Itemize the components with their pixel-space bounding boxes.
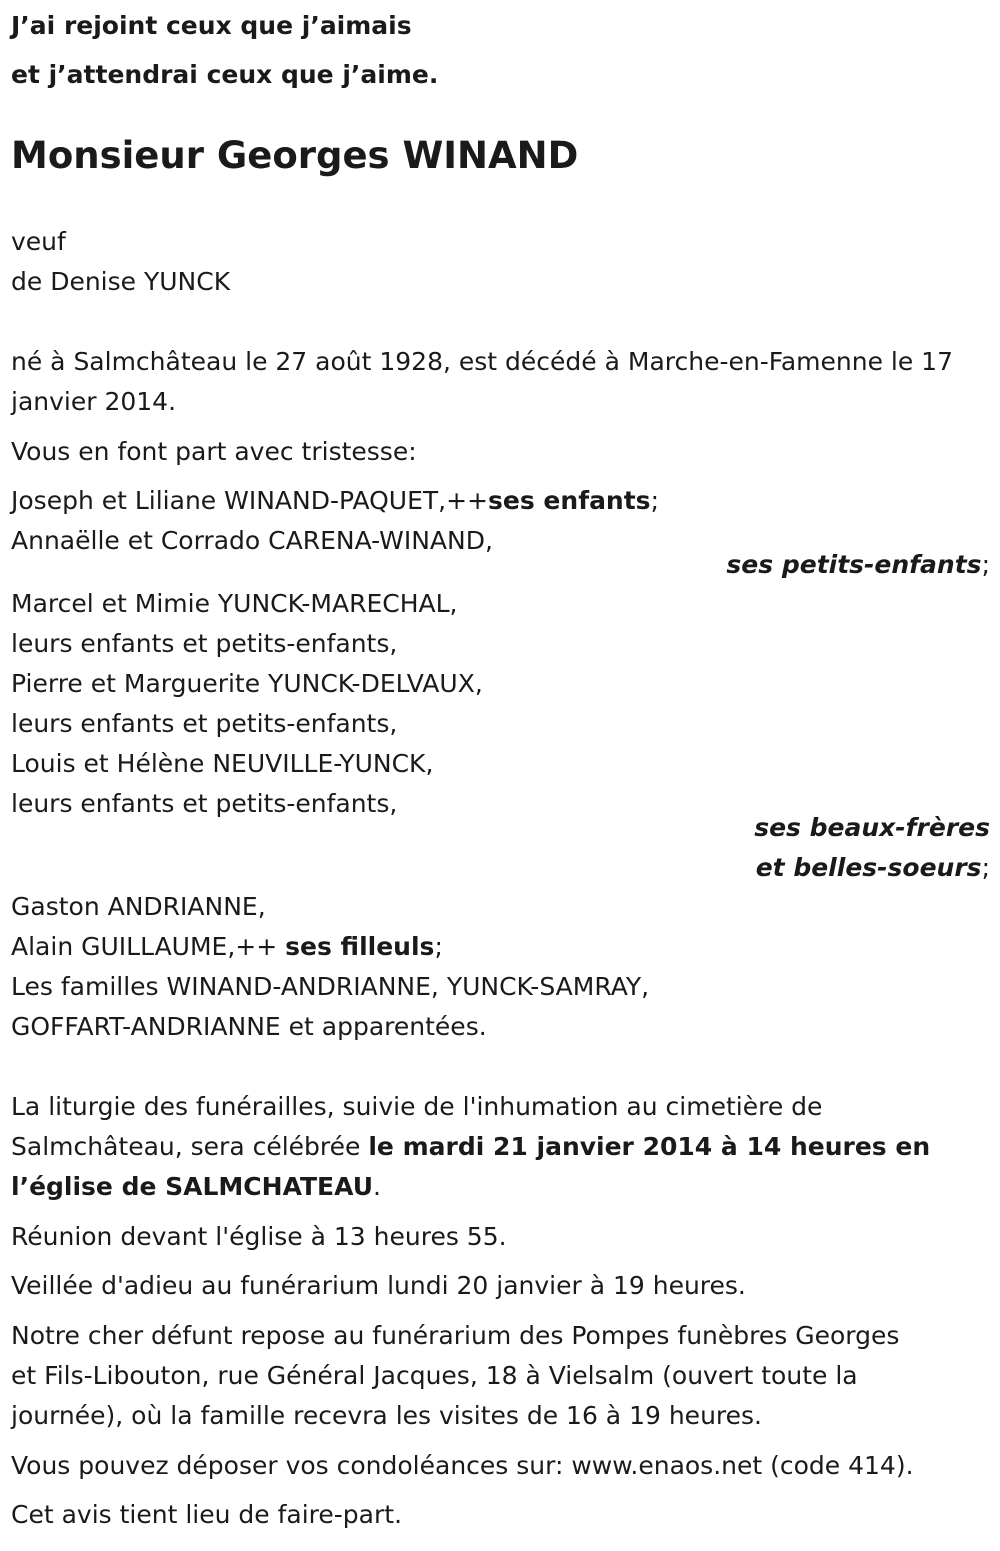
meeting-info: Réunion devant l'église à 13 heures 55. bbox=[11, 1222, 507, 1251]
inlaws-punct: ; bbox=[981, 853, 990, 882]
inlaw-line-1: Marcel et Mimie YUNCK-MARECHAL, bbox=[11, 589, 458, 618]
grandchildren-role-line bbox=[726, 545, 990, 585]
inlaws-role-line-1 bbox=[754, 808, 990, 848]
ceremony-place: l’église de SALMCHATEAU bbox=[11, 1172, 373, 1201]
condolences-info: Vous pouvez déposer vos condoléances sur: www.enaos.net (code 414). bbox=[11, 1451, 914, 1480]
inlaw-line-6: leurs enfants et petits-enfants, bbox=[11, 789, 398, 818]
family-intro: Vous en font part avec tristesse: bbox=[11, 437, 417, 466]
inlaw-line-3: Pierre et Marguerite YUNCK-DELVAUX, bbox=[11, 669, 483, 698]
ceremony-line-1: La liturgie des funérailles, suivie de l'inhumation au cimetière de bbox=[11, 1092, 823, 1121]
ceremony-line-2 bbox=[11, 1127, 930, 1167]
ceremony-line-3 bbox=[11, 1167, 381, 1207]
notice-info: Cet avis tient lieu de faire-part. bbox=[11, 1500, 403, 1529]
families-line-2: GOFFART-ANDRIANNE et apparentées. bbox=[11, 1012, 487, 1041]
inlaws-role-1: ses beaux-frères bbox=[754, 813, 990, 842]
ceremony-line-2-plain: Salmchâteau, sera célébrée bbox=[11, 1132, 369, 1161]
children-punct: ; bbox=[650, 486, 660, 515]
godchild-punct: ; bbox=[434, 932, 443, 961]
grandchildren-punct: ; bbox=[981, 550, 990, 579]
inlaws-role-line-2 bbox=[756, 848, 990, 888]
rest-line-1: Notre cher défunt repose au funérarium des Pompes funèbres Georges bbox=[11, 1321, 900, 1350]
grandchildren-names: Annaëlle et Corrado CARENA-WINAND, bbox=[11, 526, 493, 555]
ceremony-line-3-plain: . bbox=[373, 1172, 381, 1201]
ceremony-date: le mardi 21 janvier 2014 à 14 heures en bbox=[368, 1132, 931, 1161]
godchild-line-1: Gaston ANDRIANNE, bbox=[11, 892, 266, 921]
quote-line-2: et j’attendrai ceux que j’aime. bbox=[11, 60, 439, 89]
godchild-role: ses filleuls bbox=[285, 932, 435, 961]
inlaw-line-4: leurs enfants et petits-enfants, bbox=[11, 709, 398, 738]
rest-line-3: journée), où la famille recevra les visites de 16 à 19 heures. bbox=[11, 1401, 762, 1430]
grandchildren-role: ses petits-enfants bbox=[726, 550, 982, 579]
status-line-1: veuf bbox=[11, 227, 66, 256]
rest-line-2: et Fils-Libouton, rue Général Jacques, 18 à Vielsalm (ouvert toute la bbox=[11, 1361, 858, 1390]
quote-line-1: J’ai rejoint ceux que j’aimais bbox=[11, 11, 412, 40]
children-role: ses enfants bbox=[488, 486, 651, 515]
inlaws-role-2: et belles-soeurs bbox=[755, 853, 982, 882]
godchild-line-2 bbox=[11, 927, 443, 967]
godchild-2-name: Alain GUILLAUME,++ bbox=[11, 932, 286, 961]
children-names: Joseph et Liliane WINAND-PAQUET,++ bbox=[11, 486, 489, 515]
birth-death-line-1: né à Salmchâteau le 27 août 1928, est décédé à Marche-en-Famenne le 17 bbox=[11, 347, 953, 376]
inlaw-line-2: leurs enfants et petits-enfants, bbox=[11, 629, 398, 658]
children-line bbox=[11, 481, 659, 521]
wake-info: Veillée d'adieu au funérarium lundi 20 janvier à 19 heures. bbox=[11, 1271, 746, 1300]
birth-death-line-2: janvier 2014. bbox=[11, 387, 177, 416]
families-line-1: Les familles WINAND-ANDRIANNE, YUNCK-SAMRAY, bbox=[11, 972, 650, 1001]
deceased-name: Monsieur Georges WINAND bbox=[11, 134, 579, 177]
inlaw-line-5: Louis et Hélène NEUVILLE-YUNCK, bbox=[11, 749, 434, 778]
status-line-2: de Denise YUNCK bbox=[11, 267, 231, 296]
